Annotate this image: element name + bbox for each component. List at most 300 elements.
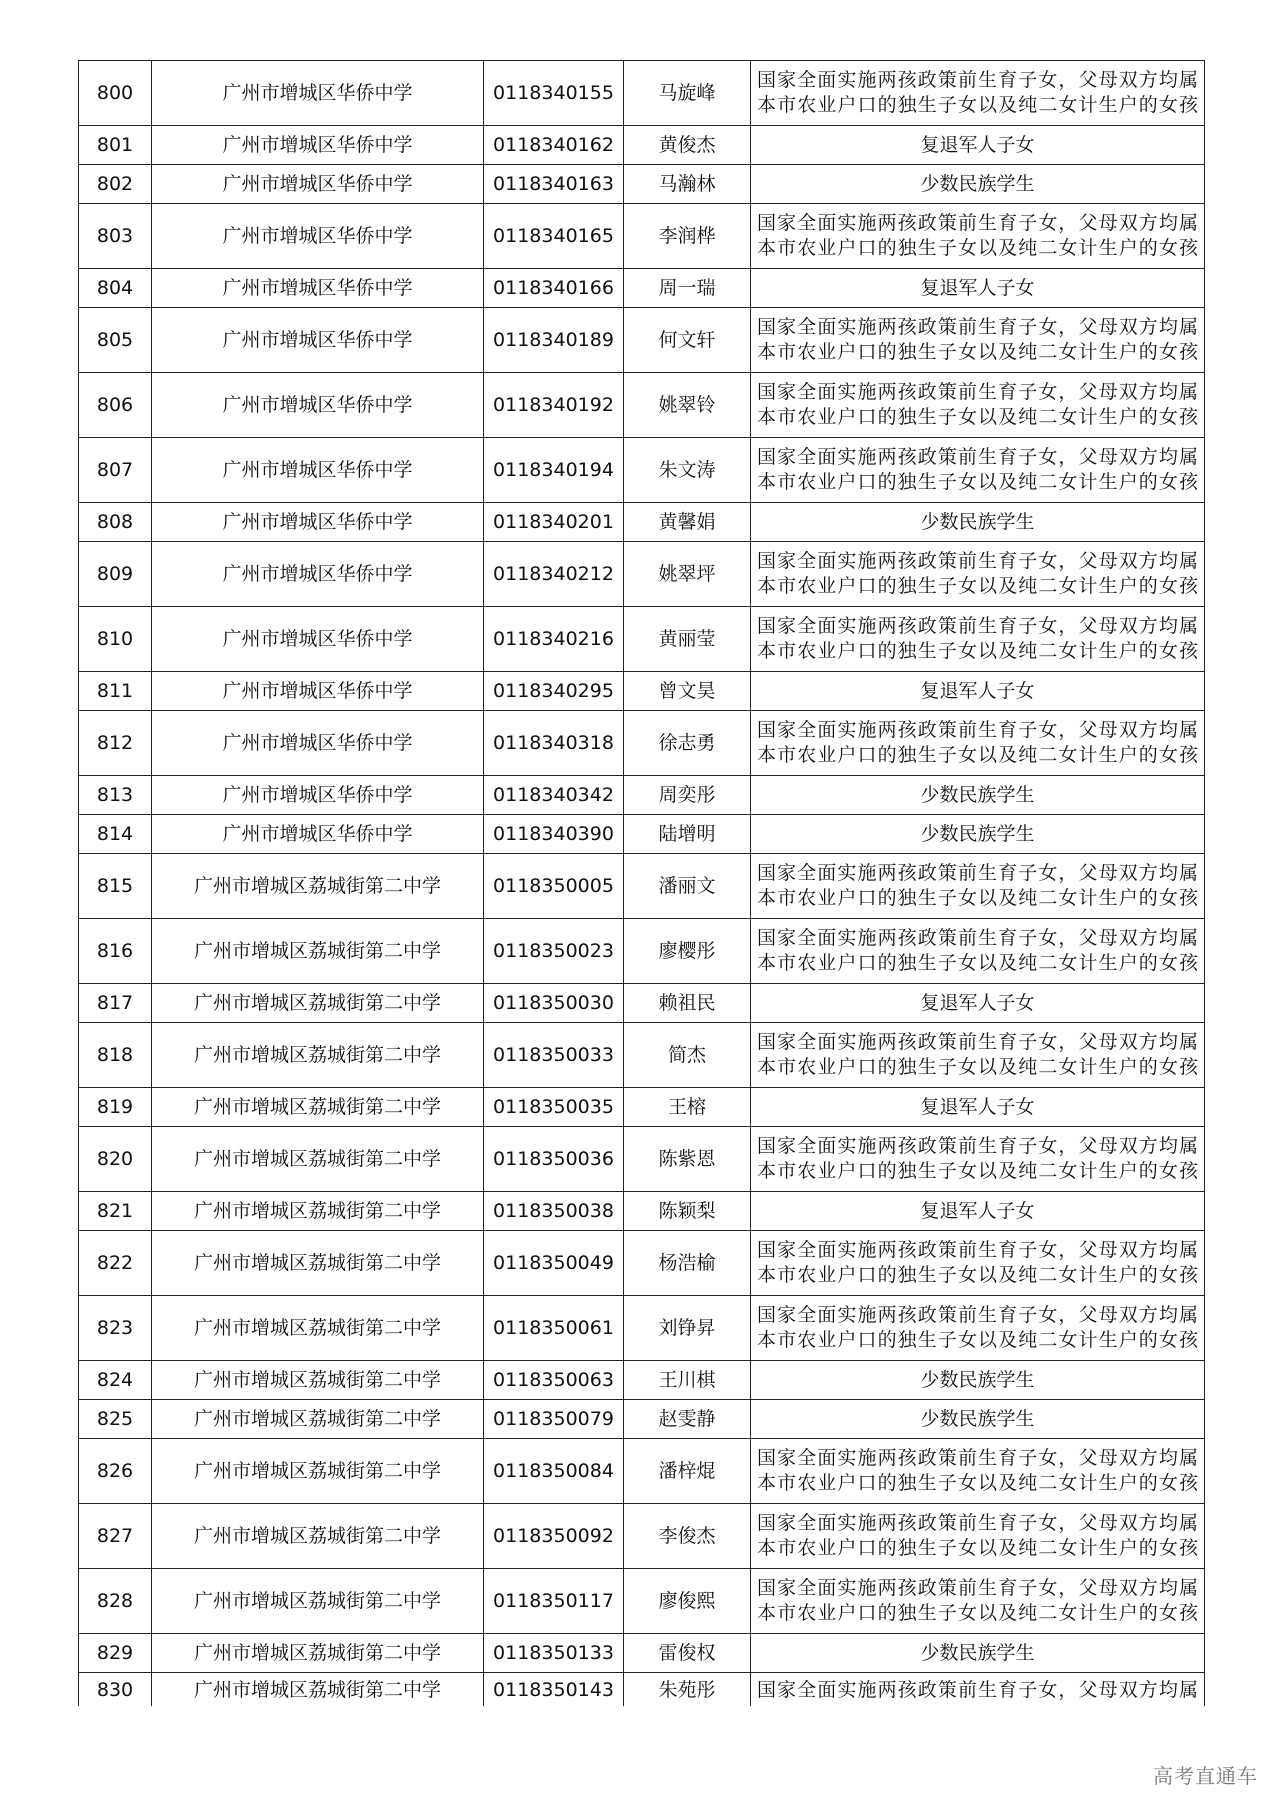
table-row: [79, 1127, 1205, 1192]
row-number-cell-text: 822: [96, 1251, 134, 1274]
table-row: [79, 542, 1205, 607]
row-number-cell-text: 830: [96, 1679, 134, 1701]
student-id-cell-text: 0118340194: [493, 458, 614, 481]
student-id-cell-text: 0118350117: [493, 1589, 614, 1612]
student-id-cell-text: 0118340166: [493, 276, 614, 299]
category-cell: [751, 776, 1205, 815]
category-text: 少数民族学生: [920, 822, 1035, 845]
row-number-cell-text: 810: [96, 627, 134, 650]
table-row: [79, 854, 1205, 919]
school-cell-text: 广州市增城区荔城街第二中学: [193, 1316, 441, 1339]
row-number-cell: [79, 61, 152, 126]
student-name-cell: [624, 1088, 751, 1127]
school-cell-text: 广州市增城区荔城街第二中学: [193, 1043, 441, 1066]
category-line: 本市农业户口的独生子女以及纯二女计生户的女孩: [757, 1602, 1198, 1624]
student-name-cell: [624, 269, 751, 308]
row-number-cell-text: 807: [96, 458, 134, 481]
student-name-cell-text: 李润桦: [658, 224, 716, 247]
student-id-cell-text: 0118340165: [493, 224, 614, 247]
school-cell-text: 广州市增城区华侨中学: [222, 679, 413, 702]
row-number-cell: [79, 438, 152, 503]
student-name-cell-text: 马旋峰: [658, 81, 716, 104]
school-cell: [152, 1231, 484, 1296]
student-id-cell: [484, 1296, 624, 1361]
category-cell: [751, 984, 1205, 1023]
student-name-cell-text: 黄丽莹: [658, 627, 716, 650]
school-cell: [152, 984, 484, 1023]
table-row: [79, 1439, 1205, 1504]
category-cell: [751, 1504, 1205, 1569]
school-cell: [152, 204, 484, 269]
table-row: [79, 607, 1205, 672]
category-line: 本市农业户口的独生子女以及纯二女计生户的女孩: [757, 952, 1198, 974]
table-row: [79, 503, 1205, 542]
school-cell-text: 广州市增城区华侨中学: [222, 172, 413, 195]
student-id-cell-text: 0118350143: [493, 1679, 614, 1701]
row-number-cell: [79, 373, 152, 438]
student-name-cell-text: 周奕彤: [658, 783, 716, 806]
school-cell-text: 广州市增城区华侨中学: [222, 81, 413, 104]
row-number-cell: [79, 919, 152, 984]
row-number-cell-text: 814: [96, 822, 134, 845]
school-cell-text: 广州市增城区荔城街第二中学: [193, 1368, 441, 1391]
student-id-cell-text: 0118340318: [493, 731, 614, 754]
student-name-cell: [624, 984, 751, 1023]
category-line: 本市农业户口的独生子女以及纯二女计生户的女孩: [757, 887, 1198, 909]
row-number-cell-text: 809: [96, 562, 134, 585]
student-name-cell-text: 徐志勇: [658, 731, 716, 754]
student-id-cell: [484, 503, 624, 542]
table-row: [79, 1361, 1205, 1400]
row-number-cell: [79, 1231, 152, 1296]
category-text: 复退军人子女: [920, 133, 1035, 156]
category-cell: [751, 373, 1205, 438]
student-name-cell-text: 廖俊熙: [658, 1589, 716, 1612]
student-name-cell: [624, 919, 751, 984]
category-cell: [751, 1439, 1205, 1504]
student-id-cell: [484, 1673, 624, 1707]
row-number-cell: [79, 854, 152, 919]
school-cell: [152, 854, 484, 919]
student-name-cell: [624, 1023, 751, 1088]
category-cell: [751, 61, 1205, 126]
table-row: [79, 1192, 1205, 1231]
category-line: 本市农业户口的独生子女以及纯二女计生户的女孩: [757, 640, 1198, 662]
category-line: 本市农业户口的独生子女以及纯二女计生户的女孩: [757, 341, 1198, 363]
student-name-cell-text: 赵雯静: [658, 1407, 716, 1430]
student-id-cell: [484, 438, 624, 503]
school-cell-text: 广州市增城区荔城街第二中学: [193, 991, 441, 1014]
category-line: 国家全面实施两孩政策前生育子女，父母双方均属: [757, 1577, 1198, 1599]
student-id-cell-text: 0118350030: [493, 991, 614, 1014]
student-name-cell: [624, 1361, 751, 1400]
student-id-cell-text: 0118350092: [493, 1524, 614, 1547]
school-cell-text: 广州市增城区荔城街第二中学: [193, 1095, 441, 1118]
category-line: 国家全面实施两孩政策前生育子女，父母双方均属: [757, 550, 1198, 572]
student-id-cell-text: 0118340201: [493, 510, 614, 533]
category-line: 本市农业户口的独生子女以及纯二女计生户的女孩: [757, 1472, 1198, 1494]
school-cell: [152, 1439, 484, 1504]
row-number-cell: [79, 1634, 152, 1673]
row-number-cell: [79, 165, 152, 204]
category-line: 国家全面实施两孩政策前生育子女，父母双方均属: [757, 316, 1198, 338]
student-id-cell: [484, 1231, 624, 1296]
student-name-cell-text: 马瀚林: [658, 172, 716, 195]
row-number-cell-text: 802: [96, 172, 134, 195]
category-cell: [751, 308, 1205, 373]
student-id-cell: [484, 542, 624, 607]
category-cell: [751, 438, 1205, 503]
student-id-cell: [484, 854, 624, 919]
category-line: 本市农业户口的独生子女以及纯二女计生户的女孩: [757, 744, 1198, 766]
student-id-cell: [484, 607, 624, 672]
school-cell: [152, 1400, 484, 1439]
student-name-cell-text: 王川棋: [658, 1368, 716, 1391]
row-number-cell: [79, 1361, 152, 1400]
category-cell: [751, 1127, 1205, 1192]
row-number-cell: [79, 1673, 152, 1707]
table-row: [79, 1634, 1205, 1673]
student-name-cell: [624, 607, 751, 672]
row-number-cell-text: 826: [96, 1459, 134, 1482]
student-id-cell-text: 0118350038: [493, 1199, 614, 1222]
school-cell-text: 广州市增城区荔城街第二中学: [193, 1251, 441, 1274]
school-cell-text: 广州市增城区华侨中学: [222, 627, 413, 650]
table-row: [79, 1673, 1205, 1707]
student-name-cell: [624, 854, 751, 919]
row-number-cell-text: 821: [96, 1199, 134, 1222]
student-id-cell-text: 0118340192: [493, 393, 614, 416]
school-cell-text: 广州市增城区华侨中学: [222, 224, 413, 247]
student-name-cell: [624, 1231, 751, 1296]
row-number-cell: [79, 1504, 152, 1569]
student-id-cell: [484, 1634, 624, 1673]
category-line: 本市农业户口的独生子女以及纯二女计生户的女孩: [757, 471, 1198, 493]
category-cell: [751, 607, 1205, 672]
student-name-cell-text: 李俊杰: [658, 1524, 716, 1547]
student-id-cell-text: 0118350005: [493, 874, 614, 897]
row-number-cell: [79, 1400, 152, 1439]
row-number-cell: [79, 776, 152, 815]
category-line: 国家全面实施两孩政策前生育子女，父母双方均属: [757, 862, 1198, 884]
category-line: 国家全面实施两孩政策前生育子女，父母双方均属: [757, 1304, 1198, 1326]
row-number-cell-text: 824: [96, 1368, 134, 1391]
student-id-cell: [484, 984, 624, 1023]
category-cell: [751, 815, 1205, 854]
student-name-cell: [624, 373, 751, 438]
table-row: [79, 269, 1205, 308]
table-row: [79, 776, 1205, 815]
table-row: [79, 672, 1205, 711]
row-number-cell-text: 818: [96, 1043, 134, 1066]
student-name-cell-text: 姚翠铃: [658, 393, 716, 416]
table-row: [79, 919, 1205, 984]
category-text: 少数民族学生: [920, 783, 1035, 806]
student-name-cell-text: 雷俊权: [658, 1641, 716, 1664]
student-id-cell: [484, 1023, 624, 1088]
row-number-cell: [79, 1296, 152, 1361]
student-id-cell: [484, 776, 624, 815]
student-id-cell: [484, 672, 624, 711]
table-row: [79, 1231, 1205, 1296]
row-number-cell: [79, 711, 152, 776]
category-line: 国家全面实施两孩政策前生育子女，父母双方均属: [757, 1447, 1198, 1469]
student-id-cell: [484, 1400, 624, 1439]
school-cell: [152, 672, 484, 711]
row-number-cell-text: 813: [96, 783, 134, 806]
student-name-cell-text: 杨浩榆: [658, 1251, 716, 1274]
student-name-cell: [624, 672, 751, 711]
row-number-cell: [79, 1439, 152, 1504]
student-id-cell: [484, 204, 624, 269]
student-id-cell-text: 0118350079: [493, 1407, 614, 1430]
school-cell: [152, 438, 484, 503]
table-row: [79, 984, 1205, 1023]
school-cell-text: 广州市增城区华侨中学: [222, 562, 413, 585]
row-number-cell-text: 817: [96, 991, 134, 1014]
student-name-cell: [624, 1192, 751, 1231]
row-number-cell-text: 801: [96, 133, 134, 156]
student-id-cell: [484, 1088, 624, 1127]
student-id-cell: [484, 1127, 624, 1192]
category-line: 本市农业户口的独生子女以及纯二女计生户的女孩: [757, 237, 1198, 259]
table-row: [79, 61, 1205, 126]
student-name-cell-text: 黄俊杰: [658, 133, 716, 156]
school-cell: [152, 1192, 484, 1231]
row-number-cell-text: 812: [96, 731, 134, 754]
student-name-cell: [624, 204, 751, 269]
student-name-cell-text: 姚翠坪: [658, 562, 716, 585]
row-number-cell: [79, 1127, 152, 1192]
student-id-cell-text: 0118350133: [493, 1641, 614, 1664]
school-cell-text: 广州市增城区华侨中学: [222, 510, 413, 533]
category-cell: [751, 711, 1205, 776]
table-row: [79, 1504, 1205, 1569]
category-text: 复退军人子女: [920, 1095, 1035, 1118]
category-line: 国家全面实施两孩政策前生育子女，父母双方均属: [757, 1135, 1198, 1157]
category-line: 国家全面实施两孩政策前生育子女，父母双方均属: [757, 1031, 1198, 1053]
category-line: 国家全面实施两孩政策前生育子女，父母双方均属: [757, 446, 1198, 468]
student-id-cell-text: 0118340295: [493, 679, 614, 702]
student-id-cell-text: 0118340162: [493, 133, 614, 156]
student-name-cell: [624, 1504, 751, 1569]
student-name-cell-text: 黄馨娟: [658, 510, 716, 533]
student-id-cell: [484, 61, 624, 126]
table-row: [79, 711, 1205, 776]
row-number-cell-text: 815: [96, 874, 134, 897]
student-name-cell-text: 陈颖梨: [658, 1199, 716, 1222]
student-name-cell-text: 朱文涛: [658, 458, 716, 481]
student-id-cell-text: 0118340163: [493, 172, 614, 195]
student-name-cell: [624, 1673, 751, 1707]
student-id-cell-text: 0118340189: [493, 328, 614, 351]
row-number-cell-text: 828: [96, 1589, 134, 1612]
row-number-cell: [79, 1023, 152, 1088]
school-cell-text: 广州市增城区华侨中学: [222, 731, 413, 754]
category-cell: [751, 1569, 1205, 1634]
student-id-cell: [484, 711, 624, 776]
student-name-cell: [624, 61, 751, 126]
student-name-cell-text: 潘梓焜: [658, 1459, 716, 1482]
row-number-cell-text: 800: [96, 81, 134, 104]
watermark-text: 高考直通车: [1153, 1764, 1258, 1788]
category-text: 少数民族学生: [920, 1641, 1035, 1664]
school-cell-text: 广州市增城区荔城街第二中学: [193, 874, 441, 897]
category-cell: [751, 1400, 1205, 1439]
student-id-cell-text: 0118350033: [493, 1043, 614, 1066]
student-id-cell: [484, 308, 624, 373]
category-line: 国家全面实施两孩政策前生育子女，父母双方均属: [757, 69, 1198, 91]
student-id-cell: [484, 1504, 624, 1569]
school-cell: [152, 269, 484, 308]
student-id-cell: [484, 1439, 624, 1504]
school-cell: [152, 1673, 484, 1707]
table-row: [79, 308, 1205, 373]
student-name-cell: [624, 1439, 751, 1504]
table-row: [79, 373, 1205, 438]
school-cell-text: 广州市增城区荔城街第二中学: [193, 939, 441, 962]
table-row: [79, 815, 1205, 854]
student-name-cell: [624, 438, 751, 503]
school-cell-text: 广州市增城区华侨中学: [222, 822, 413, 845]
student-id-cell: [484, 1569, 624, 1634]
category-cell: [751, 1296, 1205, 1361]
student-name-cell-text: 廖樱彤: [658, 939, 716, 962]
school-cell: [152, 1023, 484, 1088]
category-cell: [751, 165, 1205, 204]
category-text: 少数民族学生: [920, 510, 1035, 533]
student-id-cell-text: 0118350084: [493, 1459, 614, 1482]
table-row: [79, 1569, 1205, 1634]
student-name-cell: [624, 542, 751, 607]
school-cell: [152, 1127, 484, 1192]
roster-table: [78, 60, 1205, 1706]
table-row: [79, 1400, 1205, 1439]
school-cell-text: 广州市增城区荔城街第二中学: [193, 1407, 441, 1430]
category-cell: [751, 269, 1205, 308]
table-row: [79, 1023, 1205, 1088]
student-id-cell: [484, 373, 624, 438]
school-cell-text: 广州市增城区荔城街第二中学: [193, 1641, 441, 1664]
student-name-cell: [624, 1127, 751, 1192]
row-number-cell: [79, 204, 152, 269]
row-number-cell-text: 829: [96, 1641, 134, 1664]
row-number-cell: [79, 269, 152, 308]
table-row: [79, 1296, 1205, 1361]
row-number-cell-text: 820: [96, 1147, 134, 1170]
student-id-cell-text: 0118350036: [493, 1147, 614, 1170]
student-name-cell: [624, 776, 751, 815]
row-number-cell-text: 803: [96, 224, 134, 247]
student-id-cell: [484, 1192, 624, 1231]
row-number-cell: [79, 984, 152, 1023]
student-name-cell: [624, 1296, 751, 1361]
category-line: 国家全面实施两孩政策前生育子女，父母双方均属: [757, 1239, 1198, 1261]
row-number-cell: [79, 607, 152, 672]
table-row: [79, 204, 1205, 269]
category-line: 本市农业户口的独生子女以及纯二女计生户的女孩: [757, 575, 1198, 597]
row-number-cell-text: 825: [96, 1407, 134, 1430]
row-number-cell: [79, 815, 152, 854]
school-cell: [152, 919, 484, 984]
school-cell-text: 广州市增城区华侨中学: [222, 276, 413, 299]
row-number-cell-text: 805: [96, 328, 134, 351]
category-line: 本市农业户口的独生子女以及纯二女计生户的女孩: [757, 94, 1198, 116]
school-cell-text: 广州市增城区华侨中学: [222, 328, 413, 351]
table-row: [79, 165, 1205, 204]
student-id-cell: [484, 269, 624, 308]
category-line: 国家全面实施两孩政策前生育子女，父母双方均属: [757, 927, 1198, 949]
student-name-cell-text: 朱苑彤: [658, 1679, 716, 1701]
roster-body: [79, 61, 1205, 1707]
school-cell-text: 广州市增城区荔城街第二中学: [193, 1199, 441, 1222]
category-line: 国家全面实施两孩政策前生育子女，父母双方均属: [757, 719, 1198, 741]
school-cell: [152, 815, 484, 854]
category-cell: [751, 1023, 1205, 1088]
school-cell: [152, 61, 484, 126]
school-cell-text: 广州市增城区荔城街第二中学: [193, 1524, 441, 1547]
student-name-cell: [624, 165, 751, 204]
row-number-cell: [79, 1569, 152, 1634]
table-row: [79, 126, 1205, 165]
row-number-cell-text: 806: [96, 393, 134, 416]
school-cell: [152, 503, 484, 542]
school-cell: [152, 1088, 484, 1127]
category-text: 复退军人子女: [920, 276, 1035, 299]
school-cell-text: 广州市增城区华侨中学: [222, 783, 413, 806]
student-name-cell: [624, 308, 751, 373]
row-number-cell: [79, 503, 152, 542]
category-text: 复退军人子女: [920, 991, 1035, 1014]
student-id-cell-text: 0118340212: [493, 562, 614, 585]
category-cell: [751, 854, 1205, 919]
row-number-cell: [79, 126, 152, 165]
row-number-cell: [79, 1088, 152, 1127]
category-line: 国家全面实施两孩政策前生育子女，父母双方均属: [757, 1679, 1198, 1701]
school-cell-text: 广州市增城区华侨中学: [222, 133, 413, 156]
school-cell: [152, 542, 484, 607]
student-id-cell-text: 0118340216: [493, 627, 614, 650]
school-cell-text: 广州市增城区荔城街第二中学: [193, 1459, 441, 1482]
category-cell: [751, 204, 1205, 269]
row-number-cell-text: 808: [96, 510, 134, 533]
student-id-cell-text: 0118350035: [493, 1095, 614, 1118]
school-cell: [152, 308, 484, 373]
category-text: 少数民族学生: [920, 172, 1035, 195]
student-id-cell-text: 0118350061: [493, 1316, 614, 1339]
category-line: 国家全面实施两孩政策前生育子女，父母双方均属: [757, 212, 1198, 234]
category-cell: [751, 919, 1205, 984]
row-number-cell: [79, 1192, 152, 1231]
row-number-cell-text: 827: [96, 1524, 134, 1547]
student-name-cell-text: 陈紫恩: [658, 1147, 716, 1170]
student-name-cell: [624, 1569, 751, 1634]
school-cell-text: 广州市增城区荔城街第二中学: [193, 1589, 441, 1612]
student-id-cell: [484, 815, 624, 854]
category-line: 本市农业户口的独生子女以及纯二女计生户的女孩: [757, 1160, 1198, 1182]
student-name-cell: [624, 1634, 751, 1673]
school-cell: [152, 126, 484, 165]
category-cell: [751, 1231, 1205, 1296]
category-line: 本市农业户口的独生子女以及纯二女计生户的女孩: [757, 406, 1198, 428]
school-cell: [152, 607, 484, 672]
student-name-cell: [624, 711, 751, 776]
student-id-cell: [484, 919, 624, 984]
student-name-cell-text: 潘丽文: [658, 874, 716, 897]
student-name-cell-text: 刘铮昇: [658, 1316, 716, 1339]
category-text: 复退军人子女: [920, 1199, 1035, 1222]
row-number-cell: [79, 308, 152, 373]
